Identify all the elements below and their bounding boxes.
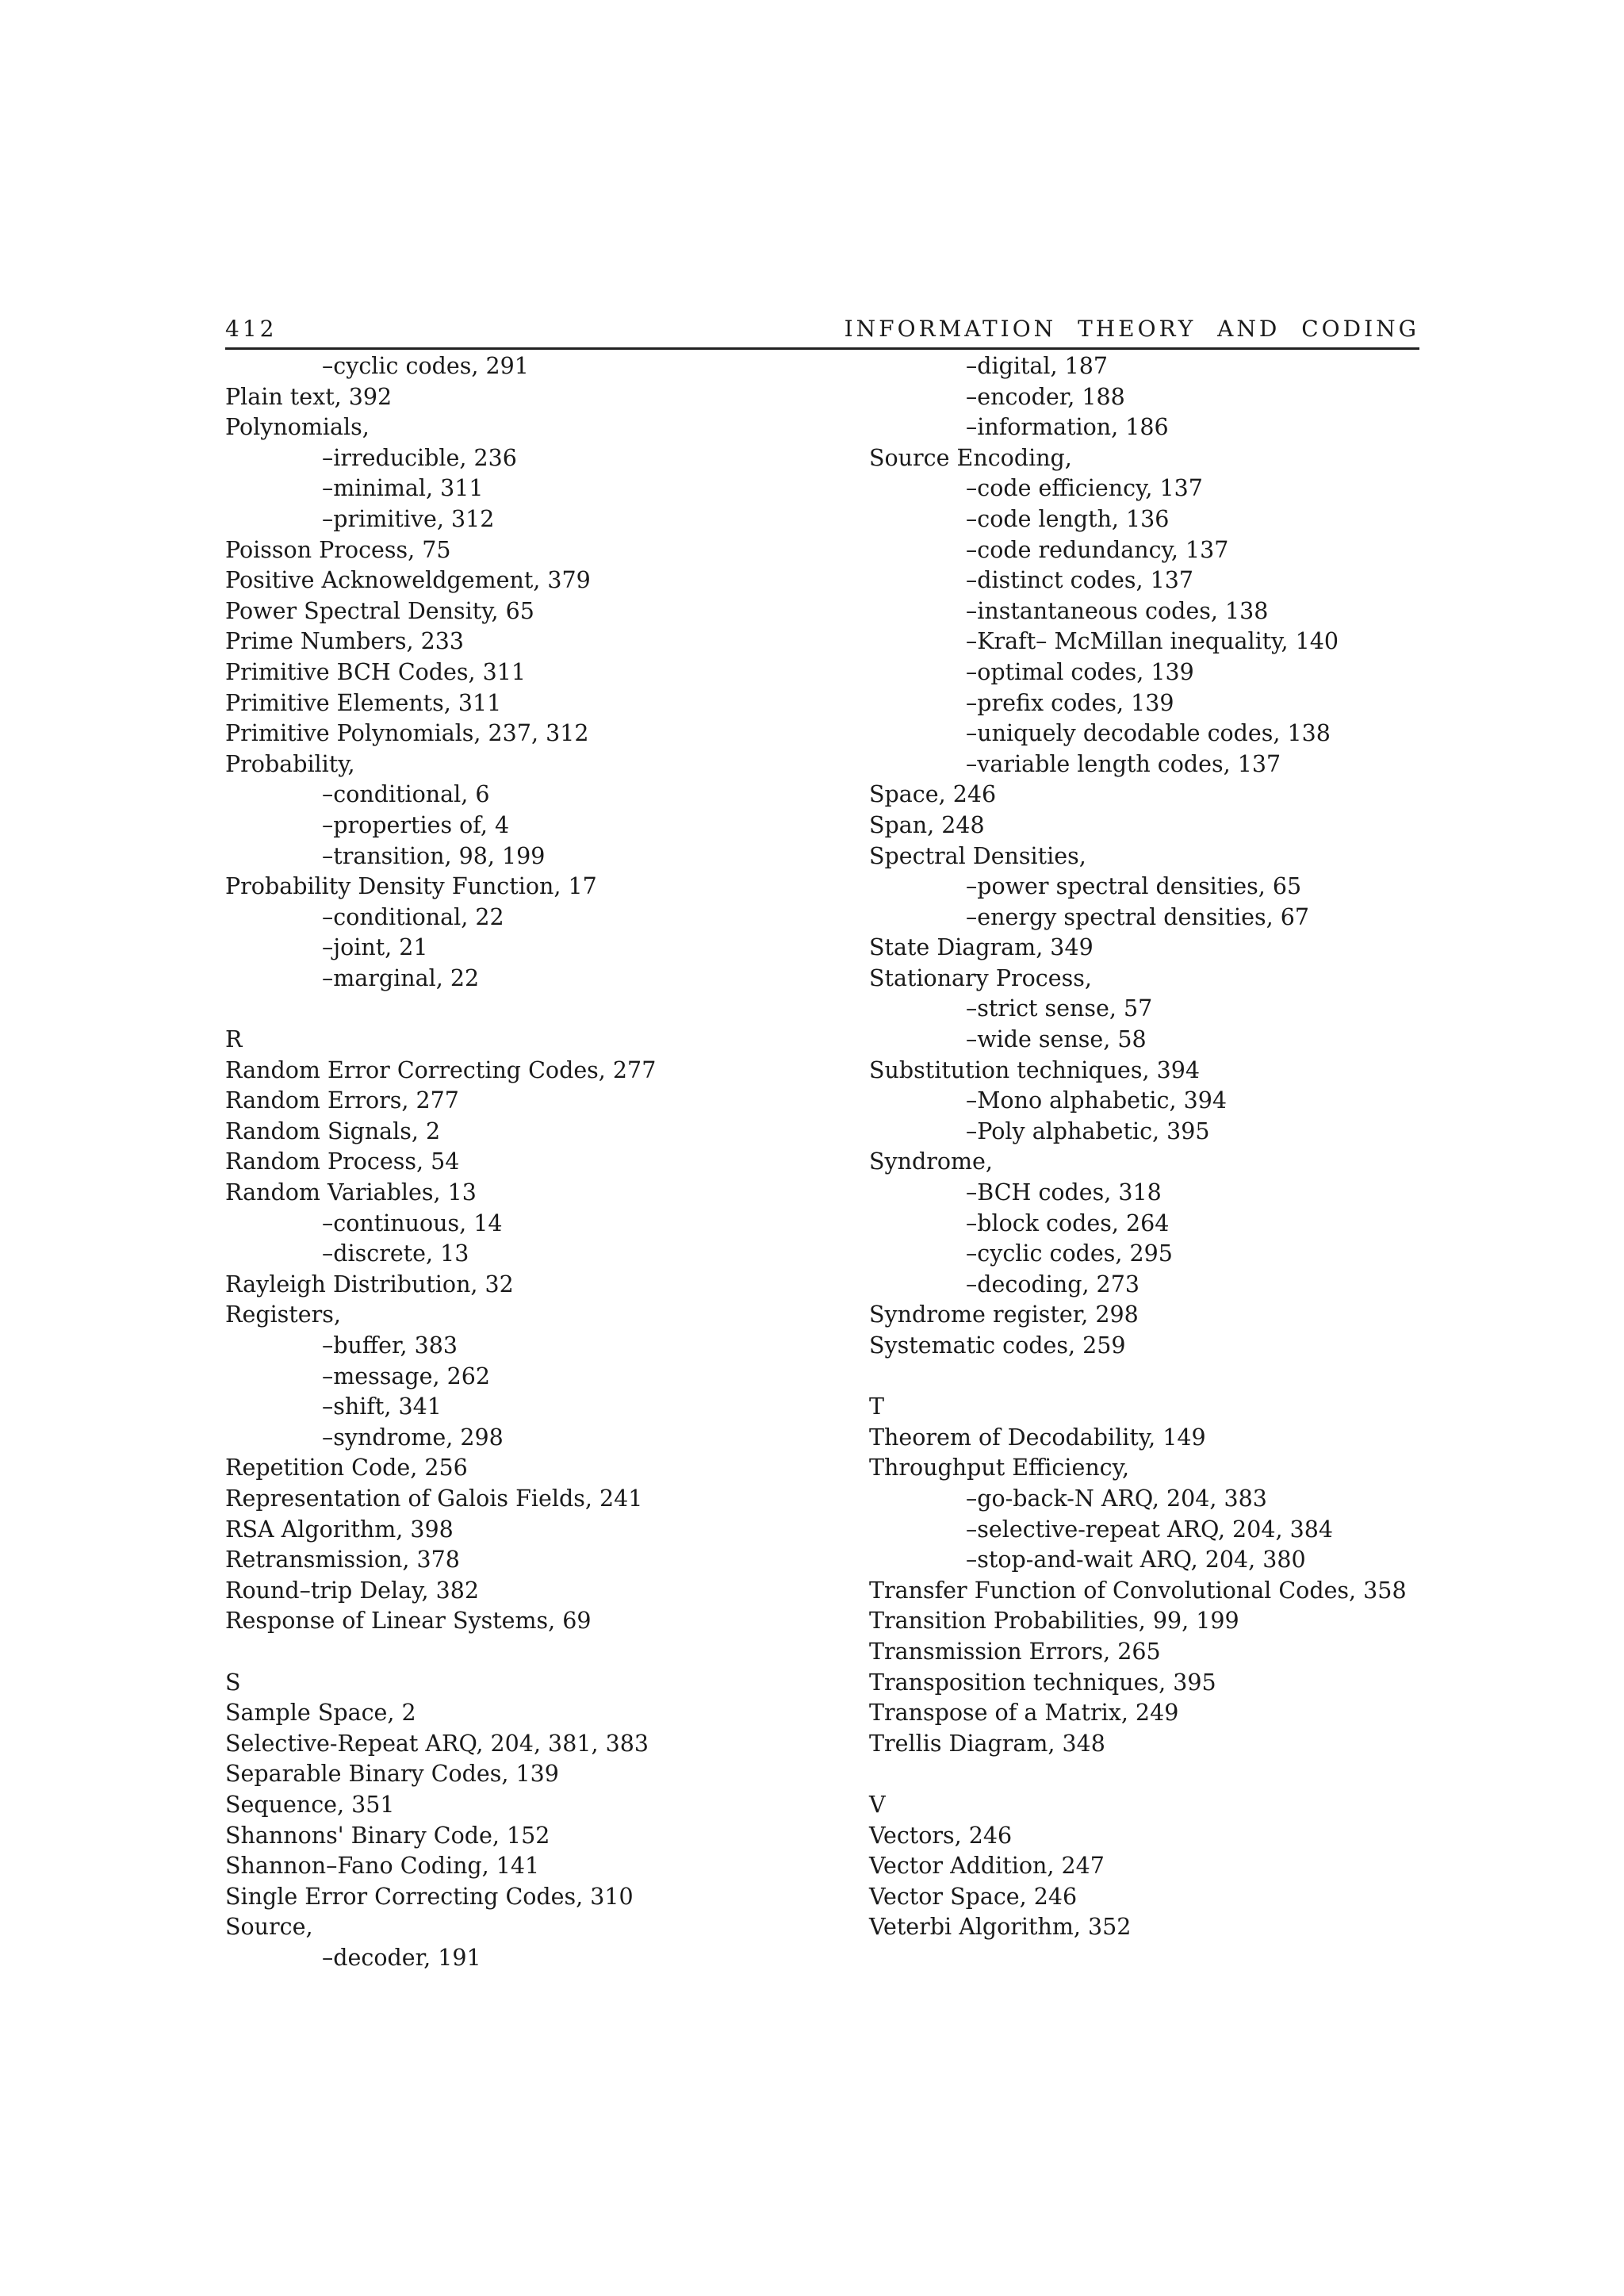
index-entry: Space, 246 <box>869 781 997 808</box>
index-subentry: –Poly alphabetic, 395 <box>966 1117 1210 1144</box>
page-number: 412 <box>225 316 278 342</box>
index-subentry: –minimal, 311 <box>322 475 484 502</box>
index-entry: Probability Density Function, 17 <box>225 873 597 900</box>
index-entry: Registers, <box>225 1301 341 1328</box>
index-entry: Vector Addition, 247 <box>869 1853 1105 1880</box>
index-subentry: –irreducible, 236 <box>322 444 517 471</box>
index-subentry: –buffer, 383 <box>322 1332 458 1359</box>
index-subentry: –discrete, 13 <box>322 1240 469 1267</box>
index-subentry: –decoder, 191 <box>322 1944 481 1971</box>
index-entry: Poisson Process, 75 <box>225 536 451 563</box>
index-entry: Random Signals, 2 <box>225 1117 441 1144</box>
index-subentry: –code redundancy, 137 <box>966 536 1229 563</box>
index-subentry: –optimal codes, 139 <box>966 658 1194 685</box>
index-entry: Veterbi Algorithm, 352 <box>869 1914 1132 1941</box>
index-subentry: –selective-repeat ARQ, 204, 384 <box>966 1516 1333 1543</box>
index-subentry: –properties of, 4 <box>322 811 510 838</box>
index-entry: Round–trip Delay, 382 <box>225 1577 479 1604</box>
index-entry: Substitution techniques, 394 <box>869 1056 1200 1083</box>
index-section-letter: R <box>225 1026 243 1053</box>
index-entry: Theorem of Decodability, 149 <box>869 1424 1206 1451</box>
index-column-left <box>225 351 844 1973</box>
index-entry: Span, 248 <box>869 811 985 838</box>
index-entry: State Diagram, 349 <box>869 934 1094 961</box>
index-subentry: –cyclic codes, 291 <box>322 353 529 379</box>
index-entry: Selective-Repeat ARQ, 204, 381, 383 <box>225 1730 649 1757</box>
index-subentry: –joint, 21 <box>322 934 428 961</box>
index-entry: Single Error Correcting Codes, 310 <box>225 1883 634 1910</box>
index-entry: Throughput Efficiency, <box>869 1455 1130 1481</box>
index-entry: Power Spectral Density, 65 <box>225 597 534 624</box>
index-entry: Primitive Polynomials, 237, 312 <box>225 720 589 747</box>
index-subentry: –decoding, 273 <box>966 1271 1139 1297</box>
index-entry: Response of Linear Systems, 69 <box>225 1608 592 1635</box>
index-entry: Primitive BCH Codes, 311 <box>225 658 527 685</box>
index-column-right <box>869 351 1424 1943</box>
index-entry: Representation of Galois Fields, 241 <box>225 1485 643 1512</box>
index-entry: Separable Binary Codes, 139 <box>225 1761 559 1788</box>
index-subentry: –instantaneous codes, 138 <box>966 597 1269 624</box>
index-subentry: –shift, 341 <box>322 1393 442 1420</box>
index-section-letter: V <box>869 1791 886 1818</box>
index-entry: Systematic codes, 259 <box>869 1332 1126 1359</box>
index-entry: Spectral Densities, <box>869 842 1086 869</box>
index-subentry: –go-back-N ARQ, 204, 383 <box>966 1485 1267 1512</box>
index-entry: Transposition techniques, 395 <box>869 1669 1216 1696</box>
index-entry: Probability, <box>225 750 355 777</box>
index-subentry: –BCH codes, 318 <box>966 1179 1162 1206</box>
index-subentry: –Mono alphabetic, 394 <box>966 1087 1228 1114</box>
index-subentry: –syndrome, 298 <box>322 1424 504 1451</box>
index-subentry: –block codes, 264 <box>966 1209 1170 1236</box>
index-entry: Vector Space, 246 <box>869 1883 1078 1910</box>
index-subentry: –strict sense, 57 <box>966 995 1153 1022</box>
index-entry: Random Error Correcting Codes, 277 <box>225 1056 657 1083</box>
index-subentry: –message, 262 <box>322 1363 491 1389</box>
index-entry: Retransmission, 378 <box>225 1547 460 1573</box>
index-entry: Vectors, 246 <box>869 1822 1013 1849</box>
index-subentry: –transition, 98, 199 <box>322 842 546 869</box>
index-entry: Primitive Elements, 311 <box>225 689 502 716</box>
index-subentry: –prefix codes, 139 <box>966 689 1174 716</box>
index-subentry: –continuous, 14 <box>322 1209 503 1236</box>
index-subentry: –variable length codes, 137 <box>966 750 1281 777</box>
index-subentry: –encoder, 188 <box>966 383 1125 410</box>
index-subentry: –Kraft– McMillan inequality, 140 <box>966 628 1339 655</box>
index-entry: Plain text, 392 <box>225 383 393 410</box>
index-entry: Shannons' Binary Code, 152 <box>225 1822 550 1849</box>
index-entry: Source, <box>225 1914 313 1941</box>
index-entry: Sequence, 351 <box>225 1791 395 1818</box>
index-entry: Source Encoding, <box>869 444 1072 471</box>
index-entry: Transpose of a Matrix, 249 <box>869 1700 1179 1727</box>
index-entry: Sample Space, 2 <box>225 1700 416 1727</box>
index-subentry: –power spectral densities, 65 <box>966 873 1302 900</box>
index-entry: Positive Acknoweldgement, 379 <box>225 567 591 594</box>
running-title: INFORMATION THEORY AND CODING <box>844 316 1419 342</box>
index-entry: Shannon–Fano Coding, 141 <box>225 1853 540 1880</box>
index-subentry: –code efficiency, 137 <box>966 475 1203 502</box>
index-section-letter: S <box>225 1669 241 1696</box>
index-subentry: –energy spectral densities, 67 <box>966 903 1309 930</box>
index-subentry: –code length, 136 <box>966 505 1170 532</box>
index-entry: Prime Numbers, 233 <box>225 628 465 655</box>
index-entry: Syndrome register, 298 <box>869 1301 1139 1328</box>
index-entry: Stationary Process, <box>869 964 1092 991</box>
index-page <box>225 309 1419 1971</box>
index-entry: Transition Probabilities, 99, 199 <box>869 1608 1239 1635</box>
index-subentry: –information, 186 <box>966 414 1169 441</box>
index-entry: RSA Algorithm, 398 <box>225 1516 454 1543</box>
index-subentry: –digital, 187 <box>966 353 1109 379</box>
index-subentry: –stop-and-wait ARQ, 204, 380 <box>966 1547 1306 1573</box>
index-entry: Rayleigh Distribution, 32 <box>225 1271 514 1297</box>
index-entry: Polynomials, <box>225 414 370 441</box>
index-entry: Random Process, 54 <box>225 1148 460 1175</box>
index-section-letter: T <box>869 1393 885 1420</box>
index-entry: Trellis Diagram, 348 <box>869 1730 1105 1757</box>
index-subentry: –primitive, 312 <box>322 505 495 532</box>
index-entry: Transmission Errors, 265 <box>869 1638 1161 1665</box>
index-subentry: –cyclic codes, 295 <box>966 1240 1173 1267</box>
index-subentry: –marginal, 22 <box>322 964 480 991</box>
page-header <box>225 309 1419 350</box>
index-entry: Transfer Function of Convolutional Codes, 358 <box>869 1577 1407 1604</box>
index-subentry: –conditional, 6 <box>322 781 490 808</box>
index-entry: Repetition Code, 256 <box>225 1455 468 1481</box>
index-subentry: –distinct codes, 137 <box>966 567 1194 594</box>
index-entry: Random Variables, 13 <box>225 1179 477 1206</box>
index-subentry: –wide sense, 58 <box>966 1026 1147 1053</box>
index-subentry: –conditional, 22 <box>322 903 504 930</box>
index-entry: Syndrome, <box>869 1148 993 1175</box>
index-subentry: –uniquely decodable codes, 138 <box>966 720 1331 747</box>
index-entry: Random Errors, 277 <box>225 1087 459 1114</box>
